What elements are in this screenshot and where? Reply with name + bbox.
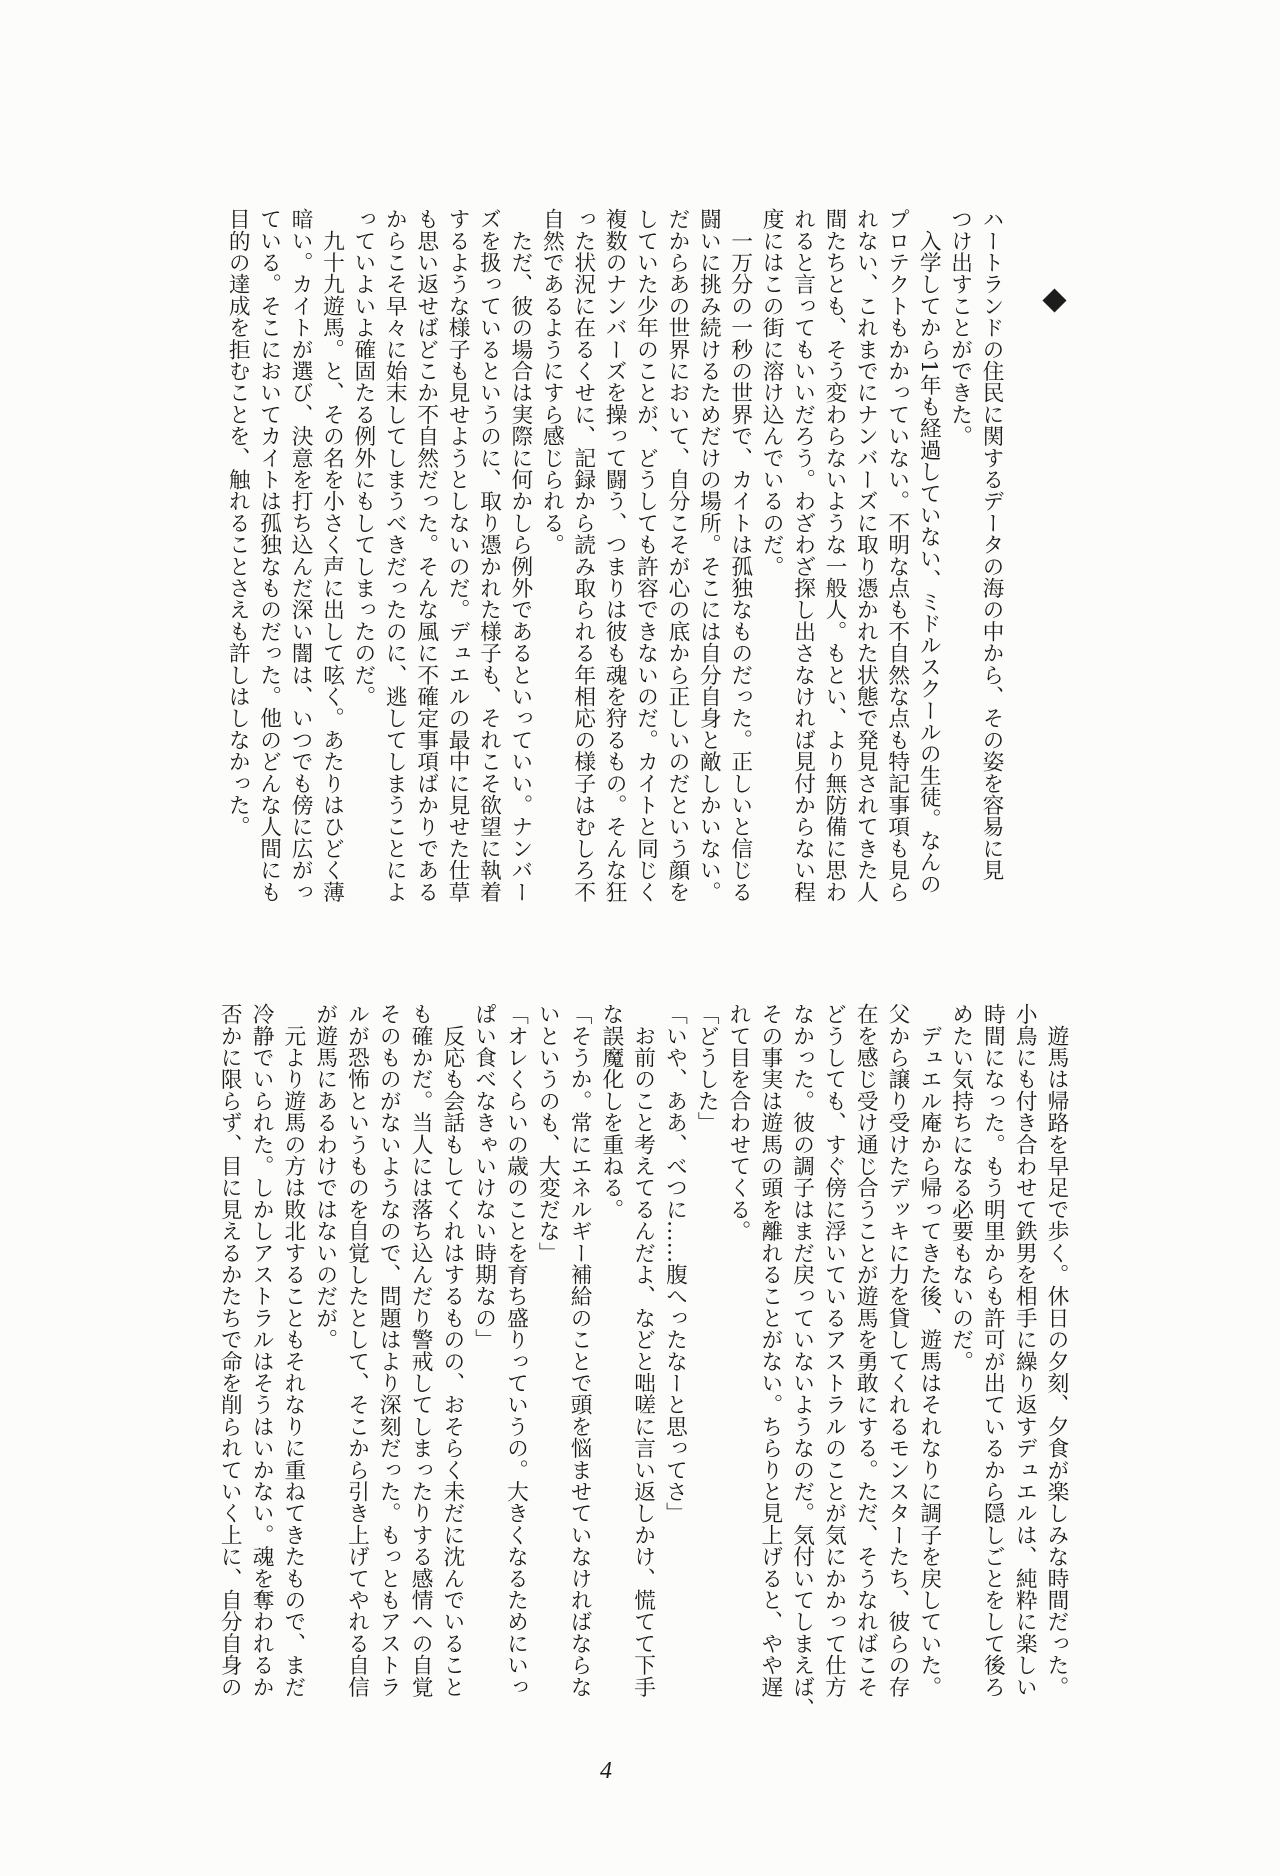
- text-column: ただ、彼の場合は実際に何かしら例外であるといっていい。ナンバー: [507, 208, 533, 903]
- text-column: 在を感じ受け通じ合うことが遊馬を勇敢にする。ただ、そうなればこそ: [853, 1003, 879, 1698]
- text-column: 九十九遊馬。と、その名を小さく声に出して呟く。あたりはひどく薄: [319, 208, 345, 903]
- text-column: どうしても、すぐ傍に浮いているアストラルのことが気にかかって仕方: [821, 1003, 847, 1698]
- text-column: れると言ってもいいだろう。わざわざ探し出さなければ見付からない程: [790, 208, 816, 903]
- text-column: 父から譲り受けたデッキに力を貸してくれるモンスターたち、彼らの存: [885, 1003, 911, 1698]
- text-column: 「どうした」: [694, 1003, 720, 1134]
- text-column: 間たちとも、そう変わらないような一般人。もとい、より無防備に思わ: [821, 208, 847, 903]
- text-column: めたい気持ちになる必要もないのだ。: [948, 1003, 974, 1372]
- text-column: だからあの世界において、自分こそが心の底から正しいのだという顔を: [664, 208, 690, 903]
- text-column: 目的の達成を拒むことを、触れることさえも許しはしなかった。: [225, 208, 251, 838]
- text-column: 小鳥にも付き合わせて鉄男を相手に繰り返すデュエルは、純粋に楽しい: [1012, 1003, 1038, 1698]
- text-column: ている。そこにおいてカイトは孤独なものだった。他のどんな人間にも: [256, 208, 282, 903]
- text-column: 闘いに挑み続けるためだけの場所。そこには自分自身と敵しかいない。: [696, 208, 722, 903]
- text-column: いというのも、大変だな」: [535, 1003, 561, 1264]
- top-text-section: [222, 208, 1007, 903]
- text-column: プロテクトもかかっていない。不明な点も不自然な点も特記事項も見ら: [884, 208, 910, 903]
- text-column: デュエル庵から帰ってきた後、遊馬はそれなりに調子を戻していた。: [916, 1003, 942, 1698]
- text-column: 度にはこの街に溶け込んでいるのだ。: [759, 208, 785, 577]
- text-column: お前のこと考えてるんだよ、などと咄嗟に言い返しかけ、慌てて下手: [630, 1003, 656, 1698]
- text-column: 暗い。カイトが選び、決意を打ち込んだ深い闇は、いつでも傍に広がっ: [288, 208, 314, 903]
- text-column: 自然であるようにすら感じられる。: [539, 208, 565, 556]
- text-column: ズを扱っているというのに、取り憑かれた様子も、それこそ欲望に執着: [476, 208, 502, 903]
- text-column: 遊馬は帰路を早足で歩く。休日の夕刻、夕食が楽しみな時間だった。: [1044, 1003, 1069, 1698]
- text-column: していた少年のことが、どうしても許容できないのだ。カイトと同じく: [633, 208, 659, 903]
- text-column: が遊馬にあるわけではないのだが。: [312, 1003, 338, 1351]
- section-break-diamond-icon: [1042, 288, 1066, 312]
- text-column: 「そうか。常にエネルギー補給のことで頭を悩ませていなければならな: [567, 1003, 593, 1698]
- text-column: 「オレくらいの歳のことを育ち盛りっていうの。大きくなるためにいっ: [503, 1003, 529, 1698]
- text-column: れない、これまでにナンバーズに取り憑かれた状態で発見されてきた人: [853, 208, 879, 903]
- text-column: なかった。彼の調子はまだ戻っていないようなのだ。気付いてしまえば、: [789, 1003, 815, 1720]
- text-column: 反応も会話もしてくれはするものの、おそらく未だに沈んでいること: [439, 1003, 465, 1698]
- text-column: つけ出すことができた。: [947, 208, 973, 447]
- text-column: った状況に在るくせに、記録から読み取られる年相応の様子はむしろ不: [570, 208, 596, 903]
- text-column: 冷静でいられた。しかしアストラルはそうはいかない。魂を奪われるか: [249, 1003, 275, 1698]
- text-column: 複数のナンバーズを操って闘う、つまりは彼も魂を狩るもの。そんな狂: [602, 208, 628, 903]
- text-column: ハートランドの住民に関するデータの海の中から、その姿を容易に見: [979, 208, 1004, 881]
- bottom-text-section: [213, 1003, 1072, 1720]
- text-column: っていよいよ確固たる例外にもしてしまったのだ。: [350, 208, 376, 708]
- text-column: からこそ早々に始末してしまうべきだったのに、逃してしまうことによ: [382, 208, 408, 903]
- text-column: その事実は遊馬の頭を離れることがない。ちらりと見上げると、やや遅: [757, 1003, 783, 1698]
- text-column: 時間になった。もう明里からも許可が出ているから隠しごとをして後ろ: [980, 1003, 1006, 1698]
- text-column: 入学してから1年も経過していない、ミドルスクールの生徒。なんの: [916, 208, 942, 895]
- text-column: 「いや、ああ、べつに……腹へったなーと思ってさ」: [662, 1003, 688, 1524]
- text-column: 否かに限らず、目に見えるかたちで命を削られていく上に、自分自身の: [217, 1003, 243, 1698]
- text-column: も確かだ。当人には落ち込んだり警戒してしまったりする感情への自覚: [408, 1003, 434, 1698]
- text-column: そのものがないようなので、問題はより深刻だった。もっともアストラ: [376, 1003, 402, 1698]
- text-column: 一万分の一秒の世界で、カイトは孤独なものだった。正しいと信じる: [727, 208, 753, 903]
- page-number: 4: [600, 1758, 612, 1784]
- text-column: れて目を合わせてくる。: [726, 1003, 752, 1242]
- text-column: 元より遊馬の方は敗北することもそれなりに重ねてきたもので、まだ: [280, 1003, 306, 1698]
- text-column: ルが恐怖というものを自覚したとして、そこから引き上げてやれる自信: [344, 1003, 370, 1698]
- text-column: も思い返せばどこか不自然だった。そんな風に不確定事項ばかりである: [413, 208, 439, 903]
- text-column: ぱい食べなきゃいけない時期なの」: [471, 1003, 497, 1351]
- text-column: な誤魔化しを重ねる。: [598, 1003, 624, 1220]
- text-column: するような様子も見せようとしないのだ。デュエルの最中に見せた仕草: [445, 208, 471, 903]
